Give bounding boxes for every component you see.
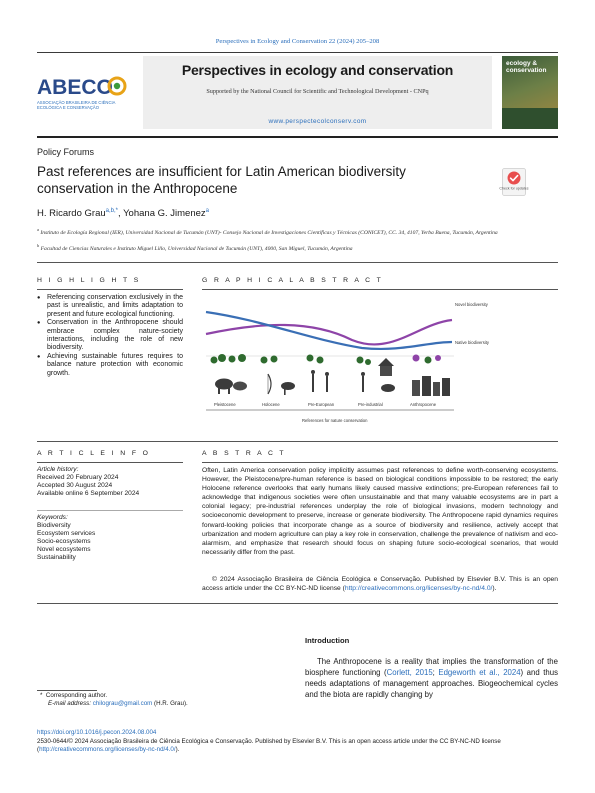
history-accepted: Accepted 30 August 2024 — [37, 481, 113, 489]
abstract-rule — [202, 462, 558, 463]
keyword: Sustainability — [37, 553, 76, 561]
article-info-heading: A R T I C L E I N F O — [37, 450, 151, 457]
journal-citation[interactable]: Perspectives in Ecology and Conservation 22 (2024) 205–208 — [215, 38, 380, 45]
introduction-heading: Introduction — [305, 636, 350, 645]
publisher-caption: ASSOCIAÇÃO BRASILEIRA DE CIÊNCIA ECOLÓGICA E CONSERVAÇÃO — [37, 100, 116, 110]
author-name[interactable]: Yohana G. Jimenez — [123, 208, 206, 220]
anthropocene-scene — [412, 355, 450, 397]
period-label: Pleistocene — [214, 402, 236, 407]
keyword: Ecosystem services — [37, 529, 96, 537]
keywords-rule — [37, 510, 183, 511]
history-received: Received 20 February 2024 — [37, 473, 119, 481]
keywords-label: Keywords: — [37, 514, 68, 521]
footer-license-text: 2530-0644/© 2024 Associação Brasileira de Ciência Ecológica e Conservação. Published by Elsevier B.V. This is an open access article under the CC BY-NC-ND license ( — [37, 738, 501, 754]
author-name[interactable]: H. Ricardo Grau — [37, 208, 106, 220]
title-block-rule — [37, 262, 558, 263]
supported-by: Supported by the National Council for Scientific and Technological Development - CNPq — [206, 88, 429, 95]
ga-axis-label: References for nature conservation — [302, 418, 368, 423]
email-owner: (H.R. Grau). — [152, 700, 188, 707]
check-updates-badge[interactable] — [499, 168, 529, 196]
introduction-text — [305, 657, 558, 701]
graphical-abstract-rule — [202, 289, 558, 290]
period-label: Pre-European — [308, 402, 335, 407]
logo-dot-icon — [114, 83, 120, 89]
pleistocene-scene — [211, 354, 248, 394]
graphical-abstract-figure[interactable] — [202, 294, 489, 430]
footnote-rule — [37, 690, 97, 691]
keyword: Socio-ecosystems — [37, 537, 91, 545]
corresponding-note: * Corresponding author. — [40, 692, 108, 699]
journal-cover[interactable] — [502, 56, 558, 129]
author-separator: , — [117, 208, 124, 220]
paper-title: Past references are insufficient for Latin American biodiversity conservation in the Anthropocene — [37, 164, 406, 196]
article-history — [37, 466, 183, 498]
native-biodiversity-label: Native biodiversity — [455, 340, 489, 345]
affiliation-mark: a — [37, 227, 39, 232]
email-note — [48, 700, 278, 708]
intro-text-after: ) and thus needs adaptations of management approaches. Biogeochemical cycles and the biota are rapidly changing by — [305, 667, 558, 699]
email-label: E-mail address: — [48, 700, 91, 707]
history-online: Available online 6 September 2024 — [37, 489, 140, 497]
journal-name: Perspectives in ecology and conservation — [181, 62, 454, 78]
affiliation-text: Instituto de Ecología Regional (IER), Universidad Nacional de Tucumán (UNT)- Consejo Nacional de Investigaciones Científicas y Técnicas (CONICET), CC. 34, 4107, Yerba Buena, Tucumán, Argentina — [40, 229, 498, 236]
check-updates-icon — [508, 172, 521, 185]
highlight-item: ● Conservation in the Anthropocene should embrace complex nature-society interactions, including the role of new biodiversity. — [37, 319, 183, 353]
abstract-copyright — [202, 575, 558, 593]
period-label: Anthropocene — [410, 402, 437, 407]
mid-rule — [37, 441, 558, 442]
license-link[interactable]: http://creativecommons.org/licenses/by-nc-nd/4.0/ — [344, 585, 493, 593]
copyright-end: ). — [492, 585, 497, 593]
author-marks[interactable]: a,b,* — [105, 208, 118, 214]
author-list — [37, 208, 209, 219]
pre-european-scene — [307, 355, 330, 393]
affiliation — [37, 242, 558, 253]
intro-text-before: The Anthropocene is a reality that implies the transformation of the biosphere functioning ( — [305, 657, 558, 677]
email-link[interactable]: chilograu@gmail.com — [92, 700, 153, 707]
highlights-rule — [37, 289, 183, 290]
abstract-bottom-rule — [37, 603, 558, 604]
citation-separator: ; — [432, 667, 439, 677]
author-marks[interactable]: a — [205, 208, 210, 214]
period-label: Pre-industrial — [358, 402, 383, 407]
highlight-item: ● Referencing conservation exclusively in the past is unrealistic, and limits adaptation to present and future ecological functioning. — [37, 294, 183, 319]
publisher-logo-text: ABECO — [37, 76, 113, 99]
abstract-heading: A B S T R A C T — [202, 450, 286, 457]
corresponding-text: Corresponding author. — [45, 692, 108, 699]
header-top-rule — [37, 52, 558, 53]
section-label: Policy Forums — [37, 147, 95, 157]
copyright-text: © 2024 Associação Brasileira de Ciência Ecológica e Conservação. Published by Elsevier B.V. This is an open access article under the CC BY-NC-ND license ( — [202, 576, 558, 593]
publisher-logo — [37, 74, 129, 122]
affiliation-mark: b — [37, 243, 40, 248]
highlight-item: ● Achieving sustainable futures requires to balance nature protection with economic growth. — [37, 353, 183, 378]
pre-industrial-scene — [357, 357, 396, 393]
footer-license — [37, 738, 558, 755]
holocene-scene — [261, 356, 296, 396]
highlights-heading: H I G H L I G H T S — [37, 277, 141, 284]
keyword: Novel ecosystems — [37, 545, 91, 553]
check-updates-label: Check for updates — [499, 186, 529, 191]
article-info-rule — [37, 462, 183, 463]
keyword: Biodiversity — [37, 521, 71, 529]
footer-license-link[interactable]: http://creativecommons.org/licenses/by-nc-nd/4.0/ — [39, 746, 176, 754]
affiliation — [37, 226, 558, 237]
novel-biodiversity-label: Novel biodiversity — [455, 302, 488, 307]
footer-license-end: ). — [175, 746, 180, 754]
citation-link[interactable]: Corlett, 2015 — [386, 667, 433, 677]
header-bottom-rule — [37, 136, 558, 138]
highlights-list — [37, 294, 183, 378]
journal-url[interactable]: www.perspectecolconserv.com — [268, 118, 367, 125]
graphical-abstract-heading: G R A P H I C A L A B S T R A C T — [202, 277, 384, 284]
cover-band — [502, 108, 558, 129]
history-label: Article history: — [37, 466, 79, 473]
cover-title: ecology & conservation — [506, 60, 547, 74]
affiliation-text: Facultad de Ciencias Naturales e Instituto Miguel Lillo, Universidad Nacional de Tucumán (UNT), 4000, San Miguel, Tucumán, Argentina — [40, 245, 353, 252]
abstract-text: Often, Latin America conservation policy implicitly assumes past references to define worth-conserving ecosystems. However, the Pleistocene/pre-human reference is based on biological conditions impossible to be restored; the early Holocene reference overlooks that early humans likely caused massive extinctions; pre-European references fail to acknowledge that indigenous societies were often unsustainable and that many valuable ecosystems are in part a colonial legacy; pre-industrial references underplay the role of biological invasions, modern technology and socioeconomic development to preserve, increase or generate biodiversity. The Anthropocene rapid dynamics requires forward-looking policies that incorporate change as a source of biodiversity and resilience, actively accept that urbanization and modern agriculture can play a key role in conservation, challenge the prevalence of nativism and eco-alarmism, and emphasize that research should focus on shaping future socio-ecological scenarios, that would necessarily differ from the past. — [202, 467, 558, 556]
doi-link[interactable]: https://doi.org/10.1016/j.pecon.2024.08.004 — [37, 729, 157, 736]
citation-link[interactable]: Edgeworth et al., 2024 — [438, 667, 521, 677]
keywords-block — [37, 514, 183, 561]
period-label: Holocene — [262, 402, 280, 407]
